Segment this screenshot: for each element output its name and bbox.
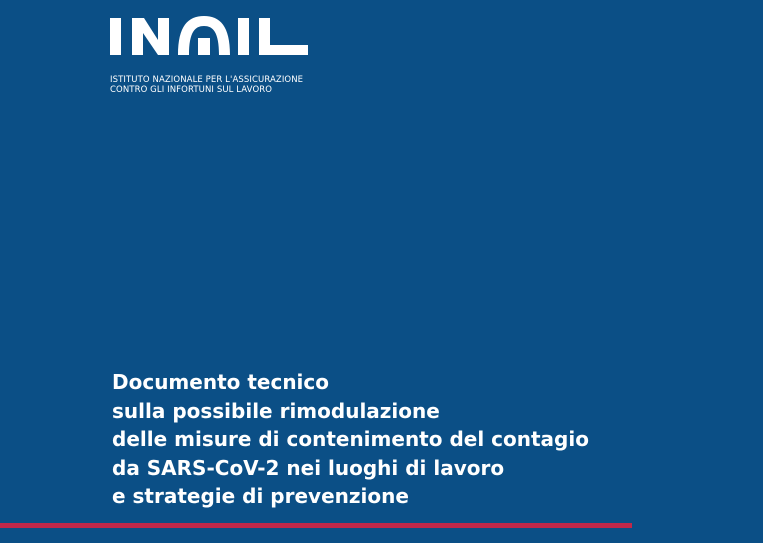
institute-name-line-2: CONTRO GLI INFORTUNI SUL LAVORO: [110, 85, 273, 95]
title-line-3: delle misure di contenimento del contagio: [112, 427, 589, 451]
title-line-5: e strategie di prevenzione: [112, 484, 409, 508]
title-line-4: da SARS-CoV-2 nei luoghi di lavoro: [112, 455, 505, 480]
document-title: [112, 368, 589, 511]
title-line-1: Documento tecnico: [112, 370, 330, 394]
institute-name: [110, 75, 303, 95]
accent-bar: [0, 523, 632, 528]
title-line-2: sulla possibile rimodulazione: [112, 398, 440, 423]
institute-name-line-1: ISTITUTO NAZIONALE PER L'ASSICURAZIONE: [110, 75, 304, 85]
logo-text: [108, 58, 109, 59]
inail-logo-graphic: [108, 12, 312, 58]
inail-logo: [108, 12, 312, 58]
